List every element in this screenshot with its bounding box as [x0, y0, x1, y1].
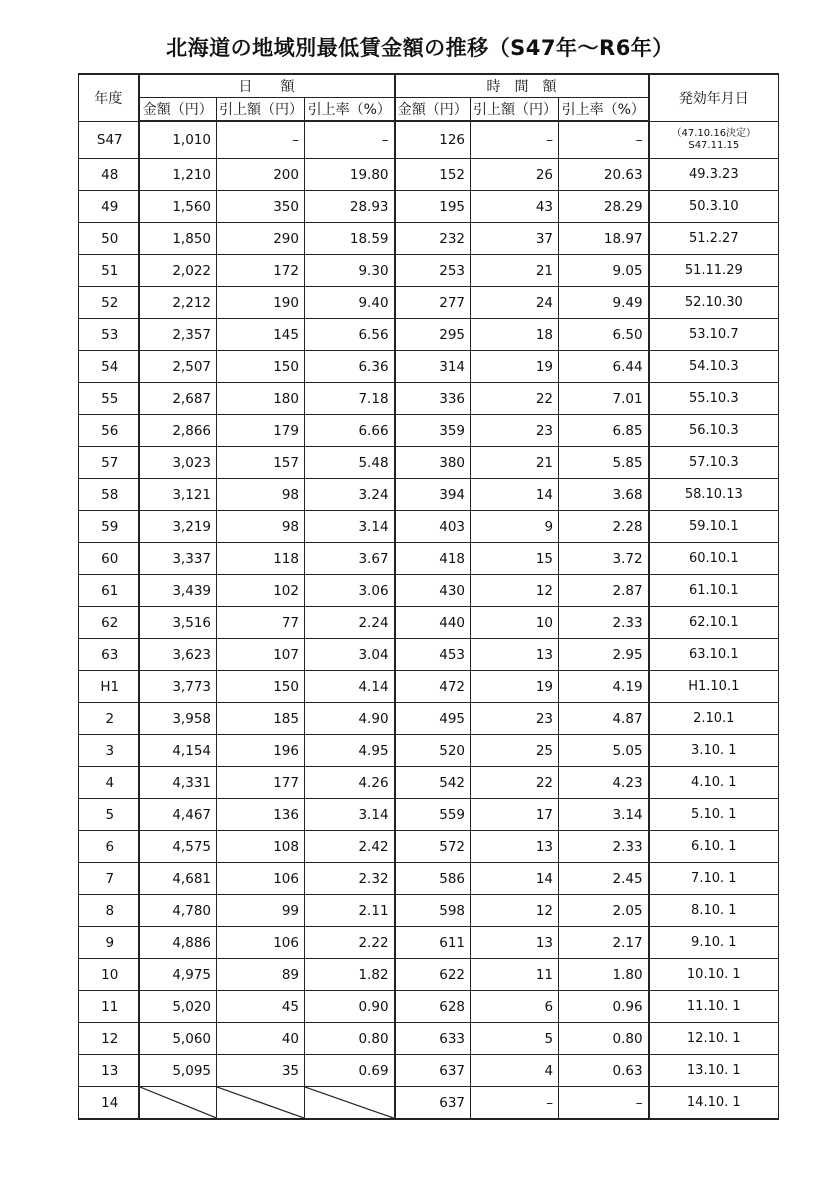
hourly-rate-cell: 4.87	[559, 703, 649, 735]
daily-amount-cell: 3,023	[139, 447, 217, 479]
year-cell: 56	[79, 415, 139, 447]
effective-date-cell: 2.10.1	[649, 703, 779, 735]
daily-increase-cell: 177	[217, 767, 305, 799]
effective-date-cell: 14.10. 1	[649, 1087, 779, 1120]
daily-increase-cell: 35	[217, 1055, 305, 1087]
daily-increase-cell: 106	[217, 927, 305, 959]
daily-amount-cell: 4,975	[139, 959, 217, 991]
hourly-increase-cell: 23	[471, 703, 559, 735]
effective-date-cell: 51.2.27	[649, 223, 779, 255]
daily-increase-cell: 108	[217, 831, 305, 863]
hourly-increase-cell: 21	[471, 447, 559, 479]
daily-amount-cell: 4,780	[139, 895, 217, 927]
hourly-rate-cell: 6.50	[559, 319, 649, 351]
hourly-amount-cell: 637	[395, 1055, 471, 1087]
hourly-rate-cell: –	[559, 121, 649, 159]
hourly-increase-cell: 9	[471, 511, 559, 543]
daily-increase-cell: 150	[217, 351, 305, 383]
daily-rate-cell: 2.24	[305, 607, 395, 639]
hourly-increase-cell: 13	[471, 927, 559, 959]
hourly-rate-cell: 2.28	[559, 511, 649, 543]
daily-amount-cell: 1,010	[139, 121, 217, 159]
not-applicable-cell	[217, 1087, 305, 1120]
daily-rate-cell: 7.18	[305, 383, 395, 415]
hourly-rate-cell: 2.45	[559, 863, 649, 895]
year-cell: 57	[79, 447, 139, 479]
table-row	[79, 1055, 779, 1087]
hourly-amount-cell: 520	[395, 735, 471, 767]
year-cell: 8	[79, 895, 139, 927]
year-cell: 49	[79, 191, 139, 223]
daily-increase-cell: 99	[217, 895, 305, 927]
daily-increase-cell: 98	[217, 511, 305, 543]
table-row	[79, 223, 779, 255]
hourly-amount-cell: 542	[395, 767, 471, 799]
table-row	[79, 607, 779, 639]
effective-date-cell: 4.10. 1	[649, 767, 779, 799]
hourly-increase-cell: 4	[471, 1055, 559, 1087]
hourly-rate-cell: 4.23	[559, 767, 649, 799]
table-row	[79, 799, 779, 831]
hourly-amount-header: 金額（円）	[395, 98, 471, 122]
daily-increase-cell: 150	[217, 671, 305, 703]
hourly-increase-cell: 5	[471, 1023, 559, 1055]
hourly-rate-cell: 0.63	[559, 1055, 649, 1087]
daily-rate-cell: 18.59	[305, 223, 395, 255]
hourly-amount-cell: 628	[395, 991, 471, 1023]
effective-date-cell: 60.10.1	[649, 543, 779, 575]
table-row	[79, 121, 779, 159]
hourly-amount-cell: 572	[395, 831, 471, 863]
daily-amount-cell: 1,560	[139, 191, 217, 223]
year-cell: 11	[79, 991, 139, 1023]
effective-date-cell: 49.3.23	[649, 159, 779, 191]
hourly-amount-cell: 637	[395, 1087, 471, 1120]
hourly-rate-cell: 1.80	[559, 959, 649, 991]
effective-date-cell: 63.10.1	[649, 639, 779, 671]
daily-increase-cell: 290	[217, 223, 305, 255]
daily-amount-cell: 3,623	[139, 639, 217, 671]
daily-increase-cell: –	[217, 121, 305, 159]
table-row	[79, 959, 779, 991]
hourly-rate-cell: 2.05	[559, 895, 649, 927]
daily-rate-cell: 6.36	[305, 351, 395, 383]
daily-amount-cell: 3,773	[139, 671, 217, 703]
hourly-amount-cell: 253	[395, 255, 471, 287]
hourly-increase-cell: 43	[471, 191, 559, 223]
hourly-amount-cell: 453	[395, 639, 471, 671]
table-row	[79, 863, 779, 895]
table-row	[79, 191, 779, 223]
diagonal-slash-icon	[140, 1087, 217, 1118]
daily-amount-cell: 5,095	[139, 1055, 217, 1087]
effective-date-cell: 12.10. 1	[649, 1023, 779, 1055]
table-row	[79, 735, 779, 767]
table-row	[79, 927, 779, 959]
year-cell: 55	[79, 383, 139, 415]
daily-rate-cell: 4.95	[305, 735, 395, 767]
year-cell: 58	[79, 479, 139, 511]
year-cell: 3	[79, 735, 139, 767]
hourly-amount-cell: 440	[395, 607, 471, 639]
year-cell: 50	[79, 223, 139, 255]
table-row	[79, 703, 779, 735]
daily-amount-cell: 2,507	[139, 351, 217, 383]
year-header: 年度	[79, 74, 139, 121]
daily-increase-cell: 40	[217, 1023, 305, 1055]
hourly-increase-cell: 13	[471, 831, 559, 863]
daily-amount-cell: 4,575	[139, 831, 217, 863]
daily-amount-cell: 3,439	[139, 575, 217, 607]
effective-date-cell: 56.10.3	[649, 415, 779, 447]
daily-amount-cell: 1,210	[139, 159, 217, 191]
daily-amount-cell: 3,516	[139, 607, 217, 639]
table-row	[79, 479, 779, 511]
hourly-amount-cell: 277	[395, 287, 471, 319]
hourly-rate-cell: 18.97	[559, 223, 649, 255]
effective-date-cell: 5.10. 1	[649, 799, 779, 831]
hourly-header: 時 間 額	[395, 74, 649, 98]
daily-rate-cell: 2.42	[305, 831, 395, 863]
daily-rate-cell: 0.80	[305, 1023, 395, 1055]
daily-rate-cell: 2.11	[305, 895, 395, 927]
hourly-amount-cell: 359	[395, 415, 471, 447]
daily-increase-cell: 179	[217, 415, 305, 447]
effective-date-text: S47.11.15	[688, 139, 740, 151]
table-row	[79, 671, 779, 703]
table-row	[79, 831, 779, 863]
hourly-rate-cell: 2.17	[559, 927, 649, 959]
effective-date-cell: 3.10. 1	[649, 735, 779, 767]
hourly-increase-cell: 19	[471, 671, 559, 703]
hourly-increase-cell: 6	[471, 991, 559, 1023]
daily-amount-cell: 2,212	[139, 287, 217, 319]
effective-date-cell: 51.11.29	[649, 255, 779, 287]
daily-increase-cell: 172	[217, 255, 305, 287]
year-cell: 60	[79, 543, 139, 575]
effective-date-cell: 57.10.3	[649, 447, 779, 479]
year-cell: 2	[79, 703, 139, 735]
daily-rate-cell: 28.93	[305, 191, 395, 223]
daily-amount-cell: 4,331	[139, 767, 217, 799]
year-cell: 10	[79, 959, 139, 991]
daily-amount-cell: 4,681	[139, 863, 217, 895]
daily-rate-cell: 9.30	[305, 255, 395, 287]
effective-date-cell: 58.10.13	[649, 479, 779, 511]
effective-date-cell: 53.10.7	[649, 319, 779, 351]
year-cell: 14	[79, 1087, 139, 1120]
daily-increase-cell: 98	[217, 479, 305, 511]
daily-rate-cell: –	[305, 121, 395, 159]
effective-date-cell: 61.10.1	[649, 575, 779, 607]
daily-rate-cell: 0.69	[305, 1055, 395, 1087]
daily-increase-cell: 145	[217, 319, 305, 351]
daily-amount-cell: 5,020	[139, 991, 217, 1023]
daily-rate-cell: 9.40	[305, 287, 395, 319]
daily-rate-cell: 3.14	[305, 511, 395, 543]
daily-rate-cell: 4.26	[305, 767, 395, 799]
effective-date-cell: 7.10. 1	[649, 863, 779, 895]
hourly-increase-cell: 15	[471, 543, 559, 575]
hourly-increase-cell: 25	[471, 735, 559, 767]
hourly-rate-cell: 3.68	[559, 479, 649, 511]
table-row	[79, 575, 779, 607]
page-title: 北海道の地域別最低賃金額の推移（S47年～R6年）	[166, 36, 674, 60]
daily-increase-cell: 107	[217, 639, 305, 671]
year-cell: 63	[79, 639, 139, 671]
year-cell: 53	[79, 319, 139, 351]
table-row	[79, 287, 779, 319]
hourly-increase-cell: 18	[471, 319, 559, 351]
year-cell: 12	[79, 1023, 139, 1055]
effective-date-cell: 62.10.1	[649, 607, 779, 639]
effective-date-cell: 8.10. 1	[649, 895, 779, 927]
hourly-amount-cell: 586	[395, 863, 471, 895]
effective-date-cell: 55.10.3	[649, 383, 779, 415]
effective-date-cell: 52.10.30	[649, 287, 779, 319]
daily-amount-cell: 4,467	[139, 799, 217, 831]
hourly-amount-cell: 559	[395, 799, 471, 831]
hourly-increase-cell: 19	[471, 351, 559, 383]
hourly-amount-cell: 394	[395, 479, 471, 511]
daily-amount-cell: 5,060	[139, 1023, 217, 1055]
hourly-increase-cell: 26	[471, 159, 559, 191]
daily-rate-cell: 3.67	[305, 543, 395, 575]
hourly-amount-cell: 232	[395, 223, 471, 255]
table-row	[79, 319, 779, 351]
hourly-rate-cell: 6.44	[559, 351, 649, 383]
hourly-amount-cell: 598	[395, 895, 471, 927]
year-cell: 51	[79, 255, 139, 287]
hourly-increase-cell: 22	[471, 383, 559, 415]
year-cell: 13	[79, 1055, 139, 1087]
daily-rate-cell: 5.48	[305, 447, 395, 479]
hourly-rate-cell: 7.01	[559, 383, 649, 415]
daily-increase-cell: 102	[217, 575, 305, 607]
effective-date-cell: 9.10. 1	[649, 927, 779, 959]
year-cell: H1	[79, 671, 139, 703]
hourly-amount-cell: 380	[395, 447, 471, 479]
daily-amount-cell: 3,121	[139, 479, 217, 511]
hourly-amount-cell: 195	[395, 191, 471, 223]
hourly-rate-cell: 4.19	[559, 671, 649, 703]
hourly-rate-cell: 2.95	[559, 639, 649, 671]
hourly-increase-cell: 14	[471, 863, 559, 895]
hourly-amount-cell: 336	[395, 383, 471, 415]
daily-rate-cell: 2.32	[305, 863, 395, 895]
daily-rate-cell: 4.14	[305, 671, 395, 703]
effective-date-cell: H1.10.1	[649, 671, 779, 703]
daily-amount-header: 金額（円）	[139, 98, 217, 122]
hourly-increase-cell: 13	[471, 639, 559, 671]
hourly-amount-cell: 430	[395, 575, 471, 607]
hourly-increase-cell: 11	[471, 959, 559, 991]
year-cell: 61	[79, 575, 139, 607]
year-cell: 9	[79, 927, 139, 959]
daily-amount-cell: 4,886	[139, 927, 217, 959]
hourly-rate-cell: 9.49	[559, 287, 649, 319]
hourly-amount-cell: 403	[395, 511, 471, 543]
year-cell: 52	[79, 287, 139, 319]
hourly-increase-cell: 14	[471, 479, 559, 511]
daily-increase-cell: 185	[217, 703, 305, 735]
daily-rate-cell: 19.80	[305, 159, 395, 191]
hourly-amount-cell: 611	[395, 927, 471, 959]
hourly-rate-cell: 0.96	[559, 991, 649, 1023]
hourly-rate-cell: 3.14	[559, 799, 649, 831]
daily-rate-cell: 0.90	[305, 991, 395, 1023]
daily-amount-cell: 3,219	[139, 511, 217, 543]
hourly-increase-cell: 12	[471, 895, 559, 927]
daily-header: 日 額	[139, 74, 395, 98]
daily-rate-cell: 3.14	[305, 799, 395, 831]
daily-rate-cell: 6.66	[305, 415, 395, 447]
diagonal-slash-icon	[305, 1087, 394, 1118]
daily-increase-cell: 350	[217, 191, 305, 223]
hourly-increase-cell: 10	[471, 607, 559, 639]
hourly-increase-cell: –	[471, 121, 559, 159]
daily-increase-cell: 106	[217, 863, 305, 895]
hourly-rate-cell: 5.05	[559, 735, 649, 767]
year-cell: S47	[79, 121, 139, 159]
daily-increase-cell: 180	[217, 383, 305, 415]
hourly-amount-cell: 152	[395, 159, 471, 191]
year-cell: 5	[79, 799, 139, 831]
hourly-amount-cell: 495	[395, 703, 471, 735]
year-cell: 59	[79, 511, 139, 543]
hourly-amount-cell: 622	[395, 959, 471, 991]
daily-rate-cell: 4.90	[305, 703, 395, 735]
daily-amount-cell: 2,687	[139, 383, 217, 415]
minimum-wage-table	[78, 73, 779, 1120]
effective-date-cell: 10.10. 1	[649, 959, 779, 991]
daily-rate-cell: 3.06	[305, 575, 395, 607]
year-cell: 54	[79, 351, 139, 383]
daily-rate-cell: 1.82	[305, 959, 395, 991]
hourly-rate-cell: 6.85	[559, 415, 649, 447]
daily-rate-cell: 6.56	[305, 319, 395, 351]
daily-amount-cell: 4,154	[139, 735, 217, 767]
daily-rate-header: 引上率（%）	[305, 98, 395, 122]
table-body	[79, 121, 779, 1119]
hourly-rate-cell: 0.80	[559, 1023, 649, 1055]
year-cell: 6	[79, 831, 139, 863]
hourly-amount-cell: 295	[395, 319, 471, 351]
hourly-increase-header: 引上額（円）	[471, 98, 559, 122]
daily-amount-cell: 2,357	[139, 319, 217, 351]
daily-increase-cell: 118	[217, 543, 305, 575]
daily-rate-cell: 3.04	[305, 639, 395, 671]
daily-increase-cell: 157	[217, 447, 305, 479]
hourly-increase-cell: –	[471, 1087, 559, 1120]
year-cell: 48	[79, 159, 139, 191]
table-row	[79, 447, 779, 479]
table-row	[79, 543, 779, 575]
hourly-amount-cell: 418	[395, 543, 471, 575]
daily-amount-cell: 2,866	[139, 415, 217, 447]
daily-amount-cell: 2,022	[139, 255, 217, 287]
table-row	[79, 639, 779, 671]
effective-date-cell: 11.10. 1	[649, 991, 779, 1023]
daily-rate-cell: 3.24	[305, 479, 395, 511]
daily-amount-cell: 1,850	[139, 223, 217, 255]
daily-amount-cell: 3,337	[139, 543, 217, 575]
hourly-rate-cell: 2.33	[559, 831, 649, 863]
not-applicable-cell	[139, 1087, 217, 1120]
effective-date-cell: 13.10. 1	[649, 1055, 779, 1087]
hourly-increase-cell: 17	[471, 799, 559, 831]
year-cell: 62	[79, 607, 139, 639]
effective-date-cell: 54.10.3	[649, 351, 779, 383]
year-cell: 7	[79, 863, 139, 895]
daily-increase-cell: 45	[217, 991, 305, 1023]
hourly-increase-cell: 37	[471, 223, 559, 255]
daily-increase-cell: 136	[217, 799, 305, 831]
hourly-increase-cell: 12	[471, 575, 559, 607]
hourly-increase-cell: 22	[471, 767, 559, 799]
daily-increase-cell: 200	[217, 159, 305, 191]
table-row	[79, 415, 779, 447]
hourly-amount-cell: 314	[395, 351, 471, 383]
table-row	[79, 511, 779, 543]
table-row	[79, 1087, 779, 1120]
effective-date-header: 発効年月日	[649, 74, 779, 121]
hourly-rate-cell: –	[559, 1087, 649, 1120]
table-row	[79, 383, 779, 415]
hourly-increase-cell: 21	[471, 255, 559, 287]
table-row	[79, 159, 779, 191]
daily-increase-header: 引上額（円）	[217, 98, 305, 122]
hourly-rate-cell: 9.05	[559, 255, 649, 287]
hourly-rate-cell: 5.85	[559, 447, 649, 479]
table-row	[79, 255, 779, 287]
daily-increase-cell: 77	[217, 607, 305, 639]
decision-note: （47.10.16決定）	[671, 127, 757, 139]
hourly-increase-cell: 23	[471, 415, 559, 447]
hourly-amount-cell: 126	[395, 121, 471, 159]
daily-amount-cell: 3,958	[139, 703, 217, 735]
hourly-increase-cell: 24	[471, 287, 559, 319]
effective-date-cell: 6.10. 1	[649, 831, 779, 863]
effective-date-cell: 59.10.1	[649, 511, 779, 543]
hourly-rate-header: 引上率（%）	[559, 98, 649, 122]
effective-date-cell: 50.3.10	[649, 191, 779, 223]
hourly-rate-cell: 28.29	[559, 191, 649, 223]
table-row	[79, 351, 779, 383]
not-applicable-cell	[305, 1087, 395, 1120]
diagonal-slash-icon	[217, 1087, 304, 1118]
table-row	[79, 895, 779, 927]
table-row	[79, 1023, 779, 1055]
table-row	[79, 767, 779, 799]
daily-increase-cell: 89	[217, 959, 305, 991]
daily-rate-cell: 2.22	[305, 927, 395, 959]
daily-increase-cell: 196	[217, 735, 305, 767]
hourly-rate-cell: 2.87	[559, 575, 649, 607]
hourly-rate-cell: 2.33	[559, 607, 649, 639]
daily-increase-cell: 190	[217, 287, 305, 319]
hourly-amount-cell: 472	[395, 671, 471, 703]
hourly-rate-cell: 3.72	[559, 543, 649, 575]
effective-date-cell	[649, 121, 779, 159]
hourly-amount-cell: 633	[395, 1023, 471, 1055]
hourly-rate-cell: 20.63	[559, 159, 649, 191]
table-row	[79, 991, 779, 1023]
year-cell: 4	[79, 767, 139, 799]
